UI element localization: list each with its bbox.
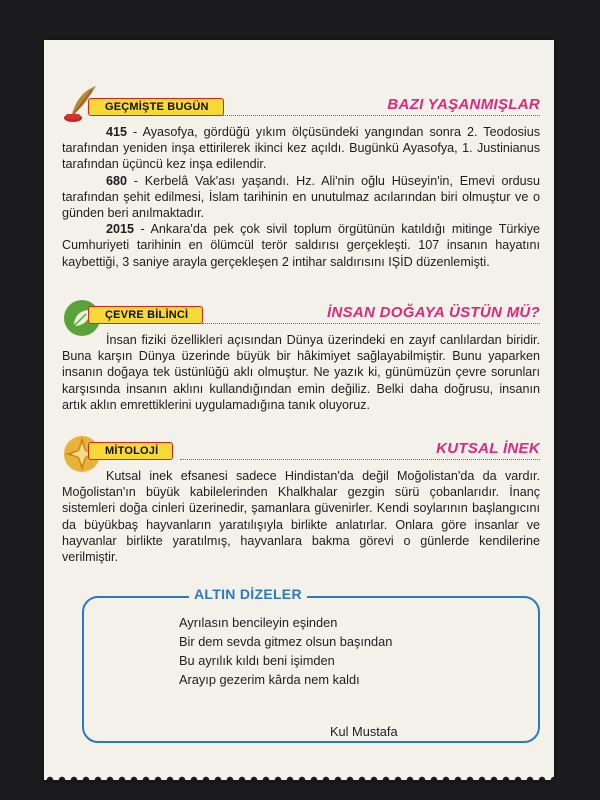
mythology-header <box>62 440 540 464</box>
calendar-page <box>44 40 554 780</box>
poem-title: ALTIN DİZELER <box>189 586 307 602</box>
mythology-section <box>62 440 540 565</box>
environment-section <box>62 304 540 413</box>
history-title: BAZI YAŞANMIŞLAR <box>383 96 540 113</box>
history-entry-2015: 2015 - Ankara'da pek çok sivil toplum örgütünün katıldığı mitinge Türkiye Cumhuriyeti tarihinin en ölümcül terör saldırısı gerçekleşti. 107 insanın hayatını kaybettiği, 3 saniye arayla gerçekleşen 2 intihar saldırısını IŞİD düzenlemişti. <box>62 222 540 269</box>
history-entry-680: 680 - Kerbelâ Vak'ası yaşandı. Hz. Ali'nin oğlu Hüseyin'in, Emevi ordusu tarafından şehit edilmesi, İslam tarihinin en unutulmaz acılarından biri olmuştur ve o günden beri anılmaktadır. <box>62 173 540 221</box>
poem-line: Ayrılasın bencileyin eşinden <box>179 615 338 630</box>
mythology-label: MİTOLOJİ <box>88 442 173 460</box>
mythology-divider <box>180 459 540 460</box>
history-entry-415: 415 - Ayasofya, gördüğü yıkım ölçüsündeki yangından sonra 2. Teodosius tarafından yeniden inşa ettirilerek ikinci kez açıldı. Bugünkü Ayasofya, 1. Justinianus tarafından üçüncü kez inşa edilendir. <box>62 125 540 172</box>
environment-label: ÇEVRE BİLİNCİ <box>88 306 203 324</box>
mythology-text: Kutsal inek efsanesi sadece Hindistan'da değil Moğolistan'da da vardır. Moğolistan'ın büyük kabilelerinden Khalkhalar gezgin sürü çobanlarıdır. İnanç sistemleri doğa cinleri üzerinedir, şamanlara güvenirler. Kendi soylarının başlangıcını da büyükbaş hayvanların yaratılışıyla birlikte anlatırlar. Onlara göre insanlar ve hayvanlar birlikte yaratılmış, hayvanlara bakma görevi o günlerde kendilerine verilmiştir. <box>62 469 540 565</box>
history-section <box>62 96 540 270</box>
poem-lines <box>179 613 392 689</box>
history-header <box>62 96 540 120</box>
environment-header <box>62 304 540 328</box>
perforated-edge <box>44 768 554 780</box>
poem-line: Arayıp gezerim kârda nem kaldı <box>179 672 360 687</box>
environment-text: İnsan fiziki özellikleri açısından Dünya üzerindeki en zayıf canlılardan biridir. Buna karşın Dünya üzerinde büyük bir hâkimiyet sağlayabilmiştir. Bunu yaparken insanın doğaya tek üstünlüğü aklı olmuştur. Ne yazık ki, günümüzün çevre sorunları karşısında insanın aklını kullandığından emin değiliz. Belki daha doğrusu, insanın artık aklın emrettiklerini uygulamadığına tanık oluyoruz. <box>62 333 540 412</box>
environment-title: İNSAN DOĞAYA ÜSTÜN MÜ? <box>323 304 540 321</box>
poem-line: Bu ayrılık kıldı beni işimden <box>179 653 335 668</box>
environment-divider <box>202 323 540 324</box>
poem-author: Kul Mustafa <box>330 724 398 739</box>
history-divider <box>212 115 540 116</box>
poem-line: Bir dem sevda gitmez olsun başından <box>179 634 393 649</box>
history-label: GEÇMİŞTE BUGÜN <box>88 98 224 116</box>
history-entries <box>62 124 540 270</box>
mythology-title: KUTSAL İNEK <box>432 440 540 457</box>
